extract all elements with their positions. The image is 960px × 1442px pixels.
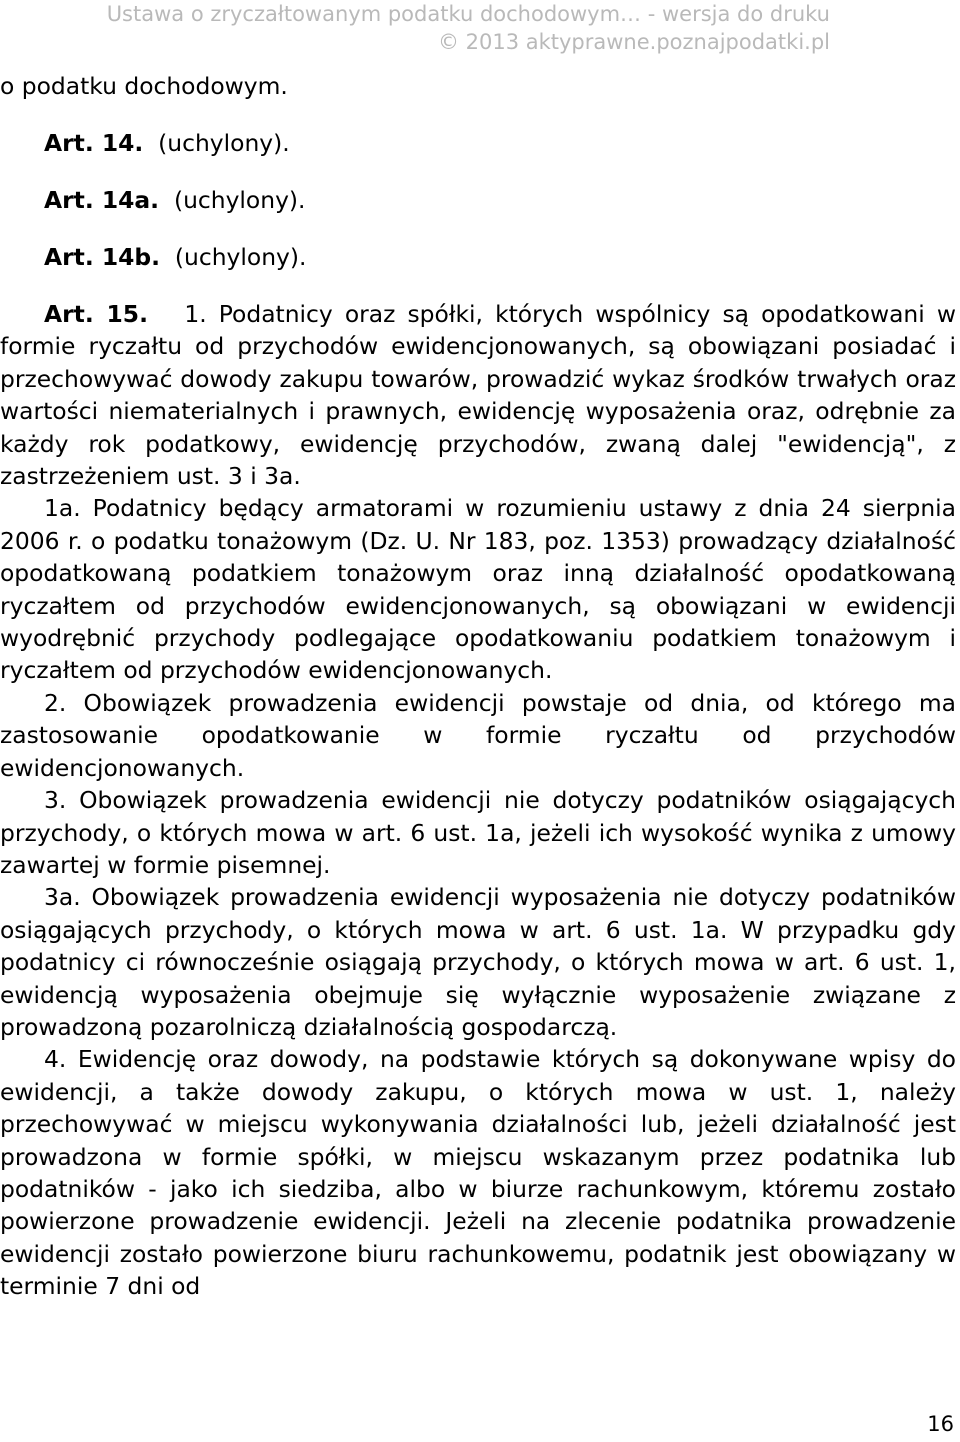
header-title: Ustawa o zryczałtowanym podatku dochodowym… - wersja do druku xyxy=(106,2,830,26)
header-copyright: © 2013 aktyprawne.poznajpodatki.pl xyxy=(437,30,830,54)
article-14a xyxy=(0,184,956,216)
page-header xyxy=(107,0,830,56)
article-text: (uchylony). xyxy=(174,243,307,272)
article-14 xyxy=(0,127,956,159)
article-text: (uchylony). xyxy=(173,186,306,215)
para-text: 1. Podatnicy oraz spółki, których wspólnicy są opodatkowani w formie ryczałtu od przychodów ewidencjonowanych, są obowiązani posiadać i przechowywać dowody zakupu towarów, prowadzić wykaz środków trwałych oraz wartości niematerialnych i prawnych, ewidencję wyposażenia oraz, odrębnie za każdy rok podatkowy, ewidencję przychodów, zwaną dalej "ewidencją", z zastrzeżeniem ust. 3 i 3a. xyxy=(0,300,956,491)
article-label: Art. 14a. xyxy=(44,186,160,215)
article-14b xyxy=(0,241,956,273)
article-15-para-2: 2. Obowiązek prowadzenia ewidencji powstaje od dnia, od którego ma zastosowanie opodatkowanie w formie ryczałtu od przychodów ewidencjonowanych. xyxy=(0,688,956,782)
document-body xyxy=(0,70,956,1303)
page-number: 16 xyxy=(927,1412,954,1436)
article-text: (uchylony). xyxy=(158,129,290,158)
article-15-para-4: 4. Ewidencję oraz dowody, na podstawie których są dokonywane wpisy do ewidencji, a także dowody zakupu, o których mowa w ust. 1, należy przechowywać w miejscu wykonywania działalności lub, jeżeli działalność jest prowadzona w formie spółki, w miejscu wskazanym przez podatnika lub podatników - jako ich siedziba, albo w biurze rachunkowym, któremu zostało powierzone prowadzenie ewidencji. Jeżeli na zlecenie podatnika prowadzenie ewidencji zostało powierzone biuru rachunkowemu, podatnik jest obowiązany w terminie 7 dni od xyxy=(0,1045,956,1301)
article-label: Art. 14b. xyxy=(44,243,161,272)
article-15 xyxy=(0,298,956,1303)
article-15-para-3: 3. Obowiązek prowadzenia ewidencji nie dotyczy podatników osiągających przychody, o których mowa w art. 6 ust. 1a, jeżeli ich wysokość wynika z umowy zawartej w formie pisemnej. xyxy=(0,786,956,879)
article-15-para-1a: 1a. Podatnicy będący armatorami w rozumieniu ustawy z dnia 24 sierpnia 2006 r. o podatku tonażowym (Dz. U. Nr 183, poz. 1353) prowadzący działalność opodatkowaną podatkiem tonażowym oraz inną działalność opodatkowaną ryczałtem od przychodów ewidencjonowanych, są obowiązani w ewidencji wyodrębnić przychody podlegające opodatkowaniu podatkiem tonażowym i ryczałtem od przychodów ewidencjonowanych. xyxy=(0,494,956,685)
article-15-para-1 xyxy=(0,298,956,492)
article-15-para-3a: 3a. Obowiązek prowadzenia ewidencji wyposażenia nie dotyczy podatników osiągających przychody, o których mowa w art. 6 ust. 1a. W przypadku gdy podatnicy ci równocześnie osiągają przychody, o których mowa w art. 6 ust. 1, ewidencją wyposażenia obejmuje się wyłącznie wyposażenie związane z prowadzoną pozarolniczą działalnością gospodarczą. xyxy=(0,883,956,1041)
article-label: Art. 15. xyxy=(44,300,148,329)
intro-text: o podatku dochodowym. xyxy=(0,72,288,100)
article-label: Art. 14. xyxy=(44,129,144,158)
